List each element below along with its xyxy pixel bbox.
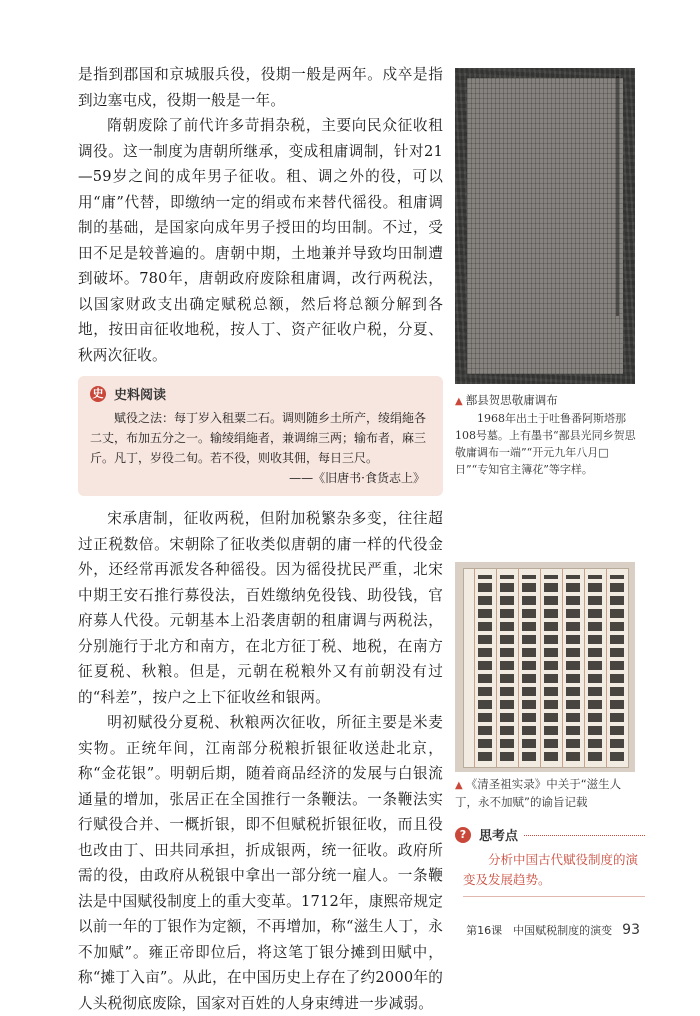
figure1-caption-body: 1968年出土于吐鲁番阿斯塔那108号墓。上有墨书“鄯县光同乡贺思敬庸调布一端”“开元九年八月□日”“专知官主簿花”等字样。 bbox=[455, 412, 636, 476]
cloth-artifact-photo bbox=[455, 68, 635, 384]
think-point-text: 分析中国古代赋役制度的演变及发展趋势。 bbox=[463, 852, 639, 887]
paragraph-4: 明初赋役分夏税、秋粮两次征收，所征主要是米麦实物。正统年间，江南部分税粮折银征收送赴北京，称“金花银”。明朝后期，随着商品经济的发展与白银流通量的增加，张居正在全国推行一条鞭法。一条鞭法实行赋役合并、一概折银，即不但赋税折银征收，而且役也改由丁、田共同承担，折成银两，统一征收。政府所需的役，由政府从税银中拿出一部分统一雇人。一条鞭法是中国赋役制度上的重大变革。1712年，康熙帝规定以前一年的丁银作为定额，不再增加，称“滋生人丁，永不加赋”。雍正帝即位后，将这笔丁银分摊到田赋中，称“摊丁入亩”。从此，在中国历史上存在了约2000年的人头税彻底废除，国家对百姓的人身束缚进一步减弱。 bbox=[78, 714, 443, 1012]
triangle-icon: ▲ bbox=[455, 396, 463, 407]
figure2-caption-title: ▲ 《清圣祖实录》中关于“滋生人丁，永不加赋”的谕旨记载 bbox=[455, 777, 622, 809]
source-reading-header bbox=[90, 384, 433, 403]
veritable-records-photo bbox=[455, 562, 635, 772]
think-point-header bbox=[455, 825, 645, 844]
source-reading-citation: ——《旧唐书·食货志上》 bbox=[289, 471, 425, 485]
figure1-caption-title: ▲ 鄯县贺思敬庸调布 bbox=[455, 393, 558, 407]
figure1-caption bbox=[455, 392, 640, 478]
think-point-box bbox=[455, 825, 645, 897]
source-reading-box bbox=[78, 376, 443, 496]
think-point-title: 思考点 bbox=[479, 829, 519, 844]
book-icon: 史 bbox=[90, 386, 106, 402]
page-footer bbox=[466, 922, 640, 938]
triangle-icon: ▲ bbox=[455, 780, 463, 791]
page-number: 93 bbox=[622, 922, 640, 938]
ink-inscription bbox=[616, 76, 619, 316]
source-reading-text: 赋役之法：每丁岁入租粟二石。调则随乡土所产，绫绢絁各二丈，布加五分之一。输绫绢絁者，兼调绵三两；输布者，麻三斤。凡丁，岁役二旬。若不役，则收其佣，每日三尺。 bbox=[90, 411, 427, 465]
paragraph-1: 是指到郡国和京城服兵役，役期一般是两年。戍卒是指到边塞屯戍，役期一般是一年。 bbox=[78, 66, 443, 109]
figure2-caption bbox=[455, 776, 640, 811]
dotted-rule bbox=[524, 834, 645, 836]
paragraph-2: 隋朝废除了前代许多苛捐杂税，主要向民众征收租调役。这一制度为唐朝所继承，变成租庸调制，针对21—59岁之间的成年男子征收。租、调之外的役，可以用“庸”代替，即缴纳一定的绢或布来替代徭役。租庸调制的基础，是国家向成年男子授田的均田制。不过，受田不足是较普遍的。唐朝中期，土地兼并导致均田制遭到破坏。780年，唐朝政府废除租庸调，改行两税法，以国家财政支出确定赋税总额，然后将总额分解到各地，按田亩征收地税，按人丁、资产征收户税，分夏、秋两次征收。 bbox=[78, 117, 443, 364]
main-text-column bbox=[78, 62, 443, 1016]
manuscript-page bbox=[463, 568, 629, 768]
paragraph-3: 宋承唐制，征收两税，但附加税繁杂多变，往往超过正税数倍。宋朝除了征收类似唐朝的庸一样的代役金外，还经常再派发各种徭役。因为徭役扰民严重，北宋中期王安石推行募役法，百姓缴纳免役钱、助役钱，官府募人代役。元朝基本上沿袭唐朝的租庸调与两税法，分别施行于北方和南方，在北方征丁税、地税，在南方征夏税、秋粮。但是，元朝在税粮外又有前朝没有过的“科差”，按户之上下征收丝和银两。 bbox=[78, 510, 443, 706]
source-reading-title: 史料阅读 bbox=[114, 388, 167, 403]
question-icon: ? bbox=[455, 827, 471, 843]
cloth-texture bbox=[467, 78, 623, 374]
think-underline bbox=[463, 890, 645, 897]
lesson-title: 第16课 中国赋税制度的演变 bbox=[466, 924, 613, 937]
